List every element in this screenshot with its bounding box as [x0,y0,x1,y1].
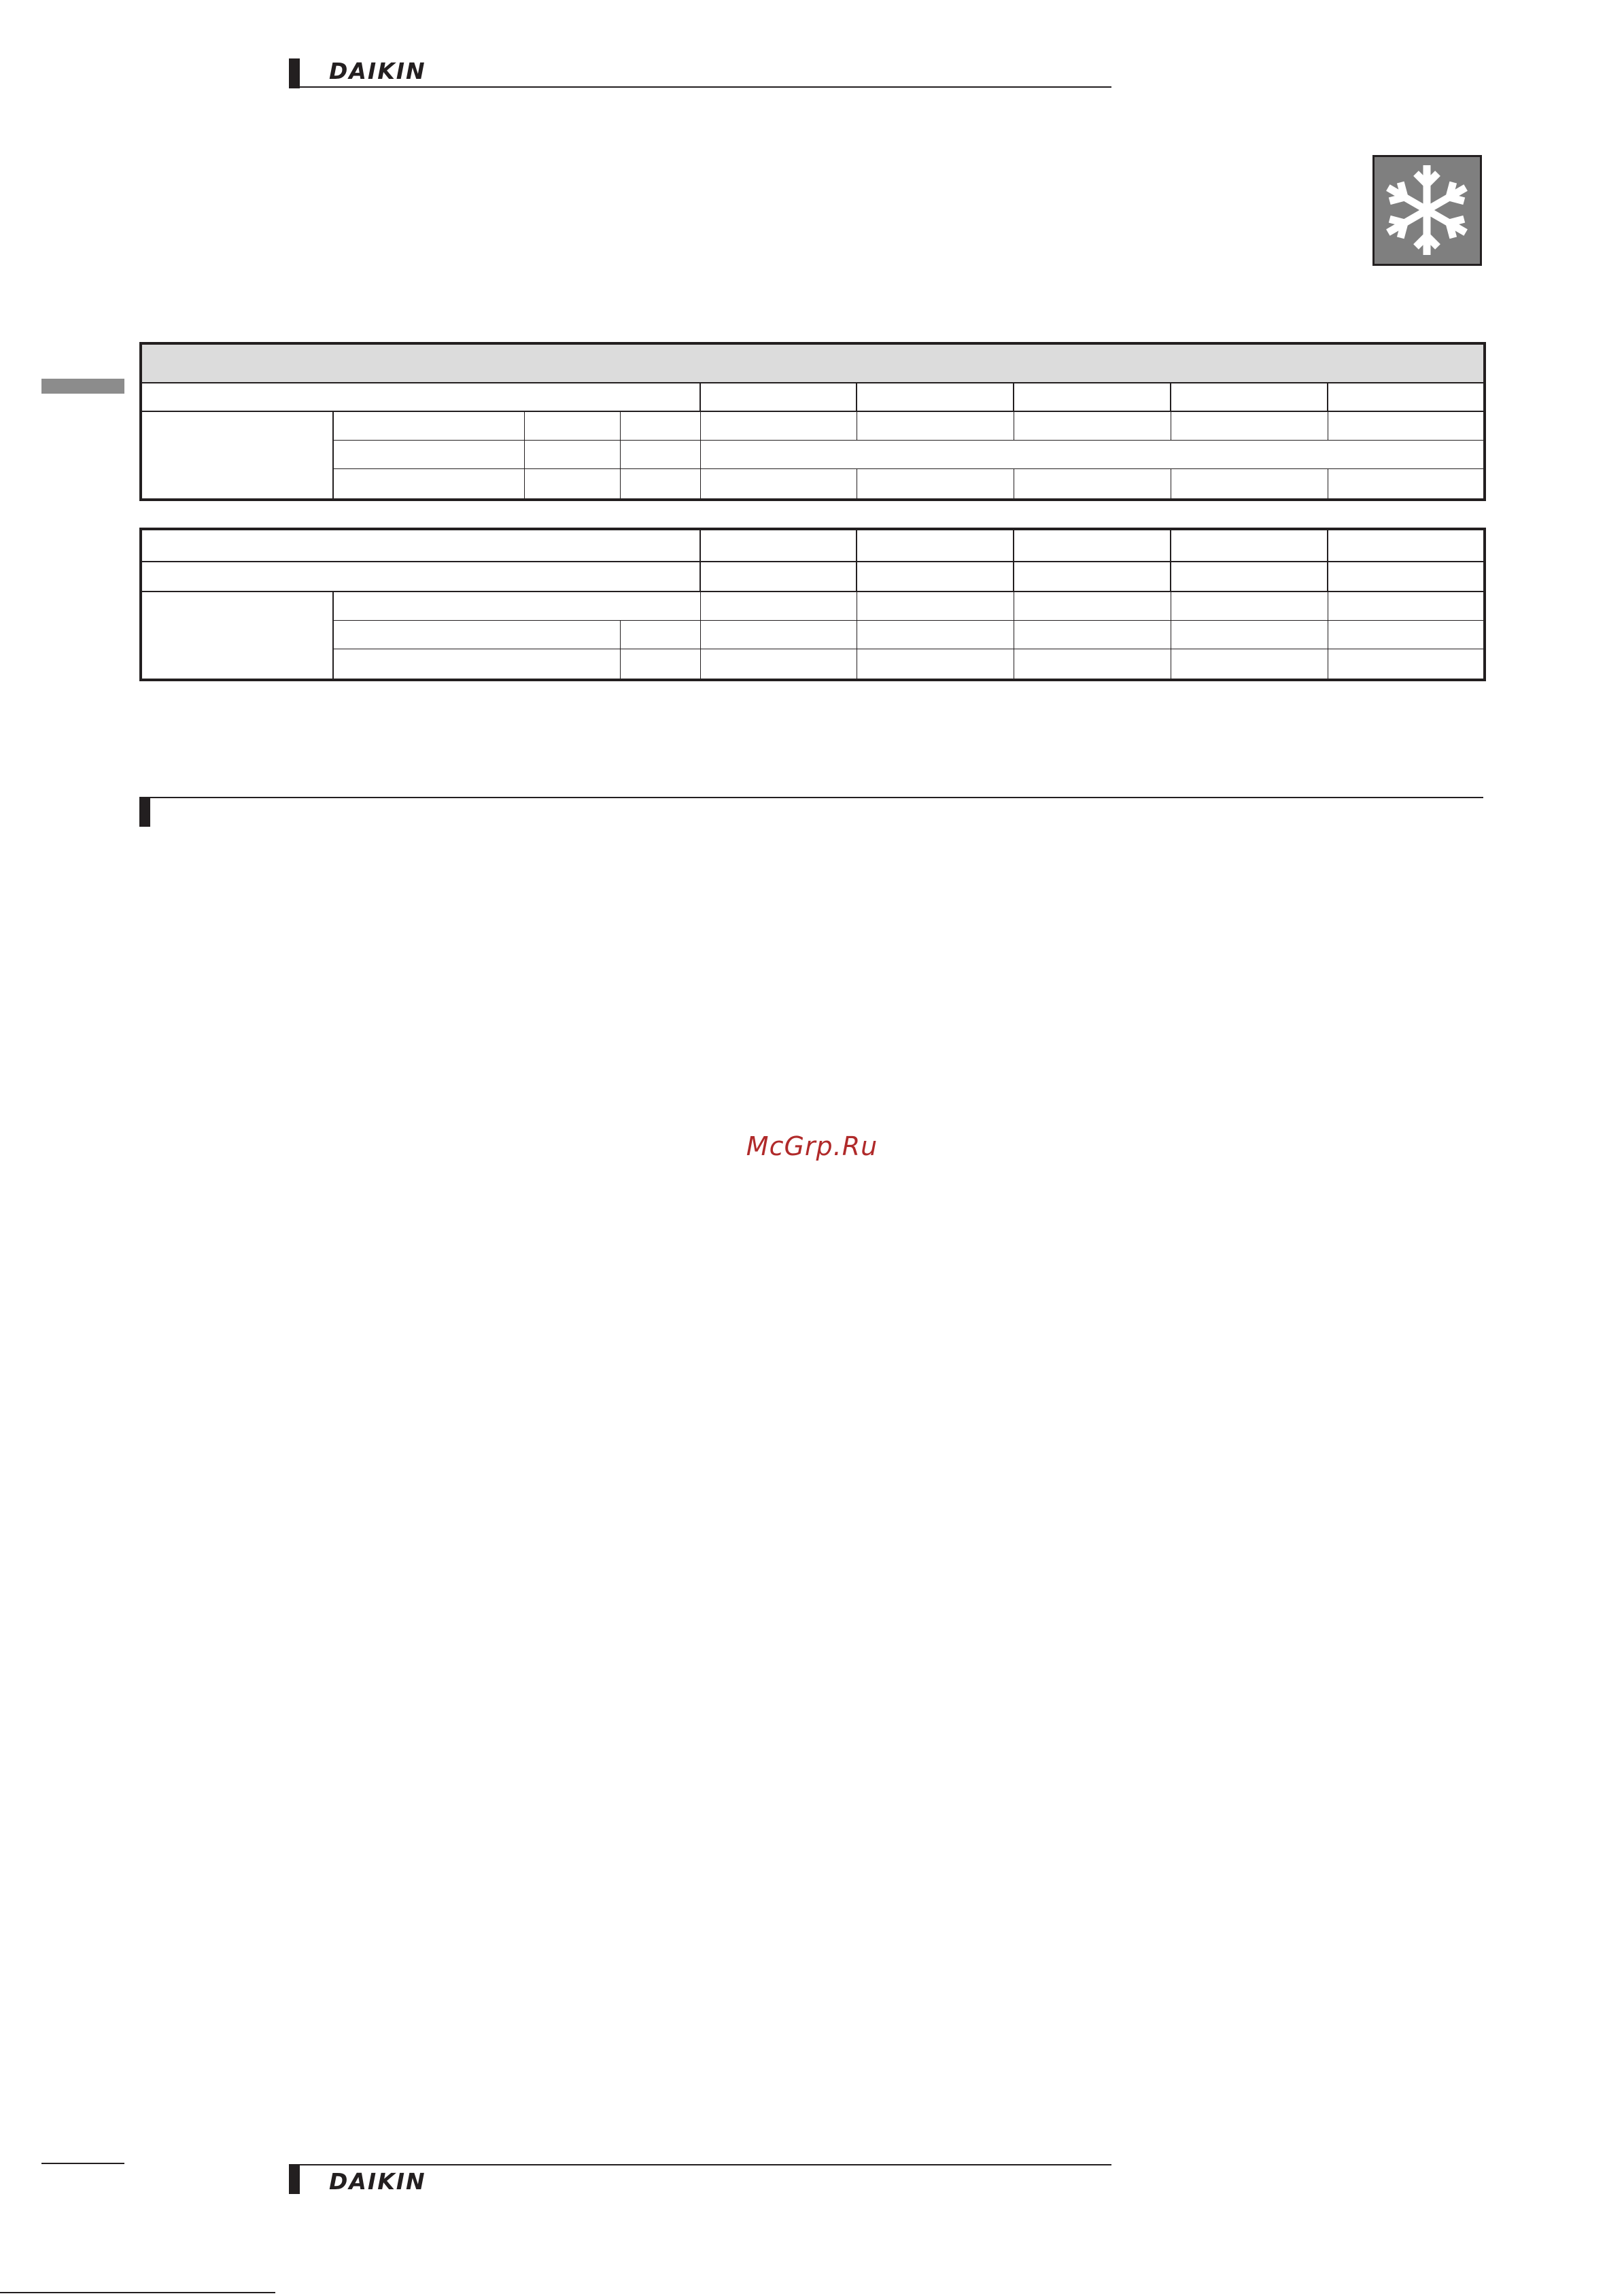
table-1-header-cell [1328,383,1485,411]
table-2-header-cell [1171,562,1328,592]
watermark-text: McGrp.Ru [746,1131,878,1161]
table-2-value-cell [700,620,857,649]
section-marker-bar [139,797,150,827]
table-1-unit-cell [524,411,620,440]
section-rule [150,797,1483,798]
table-1-header-cell [1014,383,1171,411]
table-1-unit-cell [620,411,700,440]
spec-table-2 [139,528,1486,681]
table-1-value-cell [1328,411,1485,440]
table-1-value-cell [1014,411,1171,440]
table-2-value-cell [1014,649,1171,680]
table-2-value-cell [1328,649,1485,680]
table-2-value-cell [1171,592,1328,620]
table-1-unit-cell [524,440,620,468]
table-1-header-cell [700,383,857,411]
table-2-header-cell [1014,562,1171,592]
table-2-header-cell [700,562,857,592]
footer-brand-logo: DAIKIN [329,2168,426,2195]
table-1-group-label [141,411,333,500]
page-bottom-rule [0,2292,275,2293]
table-2-value-cell [1014,592,1171,620]
chapter-side-tab [41,379,124,394]
table-1-value-cell [1171,411,1328,440]
footer-rule [300,2164,1111,2165]
table-1-row-label [333,468,524,500]
table-1-value-cell [857,411,1014,440]
table-2-header-cell [700,529,857,562]
table-2-row-label [333,649,620,680]
table-1-unit-cell [620,468,700,500]
table-1-title [141,343,1485,383]
table-1-header-cell [857,383,1014,411]
spec-table-1 [139,342,1486,501]
table-2-value-cell [700,592,857,620]
table-2-value-cell [1171,620,1328,649]
table-2-value-cell [857,620,1014,649]
table-1-value-cell [857,468,1014,500]
header-brand-logo: DAIKIN [329,58,426,84]
table-2-value-cell [1328,592,1485,620]
table-2-value-cell [700,649,857,680]
table-1-header-label [141,383,700,411]
table-2-row-label [333,592,700,620]
table-2-header-cell [857,529,1014,562]
table-2-group-label [141,592,333,680]
header-rule [300,86,1111,88]
table-1-unit-cell [524,468,620,500]
table-2-header-cell [1171,529,1328,562]
table-2-header-cell [1328,562,1485,592]
table-1-value-cell [1328,468,1485,500]
table-2-unit-cell [620,620,700,649]
footer-left-rule [41,2163,124,2164]
table-1-value-cell [700,411,857,440]
table-2-header-cell [857,562,1014,592]
cooling-mode-box [1372,155,1482,266]
table-1-row-label [333,411,524,440]
header-brand-bar [289,58,300,88]
table-2-title [141,529,700,562]
table-2-header-cell [1014,529,1171,562]
table-1-value-cell [1014,468,1171,500]
table-1-row-label [333,440,524,468]
table-1-value-cell [1171,468,1328,500]
table-2-value-cell [1014,620,1171,649]
table-1-merged-value-cell [700,440,1485,468]
table-2-header-cell [1328,529,1485,562]
table-2-value-cell [857,592,1014,620]
table-1-header-cell [1171,383,1328,411]
table-2-unit-cell [620,649,700,680]
snowflake-icon [1375,157,1480,264]
table-2-header-label [141,562,700,592]
table-1-value-cell [700,468,857,500]
table-2-value-cell [1328,620,1485,649]
table-2-row-label [333,620,620,649]
table-1-unit-cell [620,440,700,468]
table-2-value-cell [1171,649,1328,680]
footer-brand-bar [289,2164,300,2194]
table-2-value-cell [857,649,1014,680]
